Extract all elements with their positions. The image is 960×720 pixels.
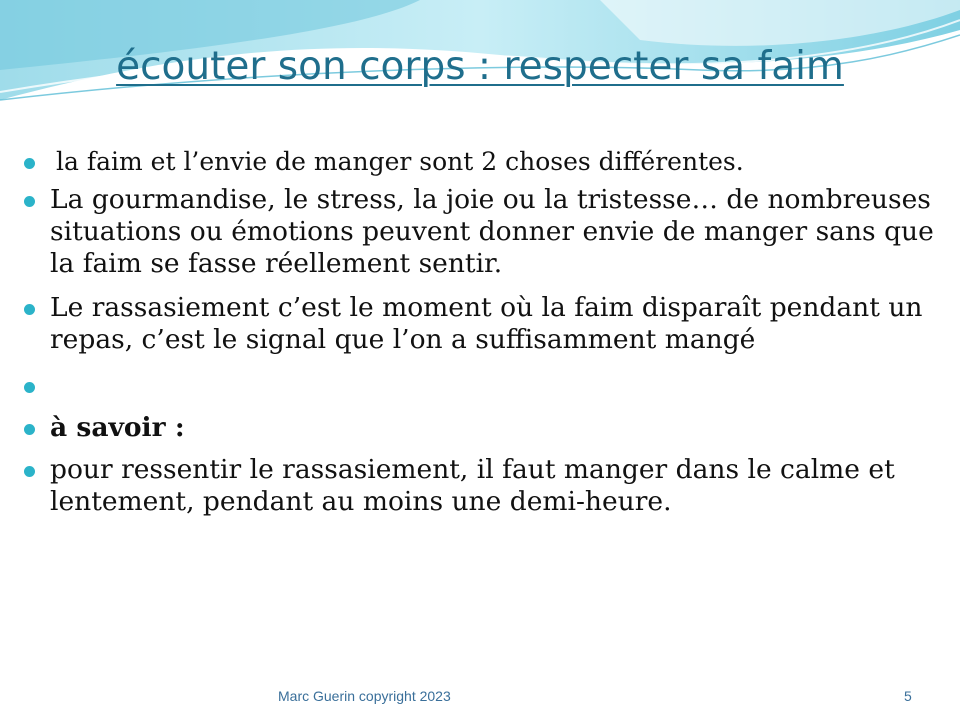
bullet-item bbox=[22, 184, 942, 280]
bullet-list bbox=[22, 146, 942, 518]
bullet-dot-icon bbox=[24, 466, 35, 477]
footer-copyright: Marc Guerin copyright 2023 bbox=[278, 688, 451, 704]
bullet-text: La gourmandise, le stress, la joie ou la tristesse… de nombreuses situations ou émotions peuvent donner envie de manger sans que la faim se fasse réellement sentir. bbox=[50, 184, 934, 279]
bullet-item bbox=[22, 146, 942, 178]
bullet-text: pour ressentir le rassasiement, il faut manger dans le calme et lentement, pendant au moins une demi-heure. bbox=[50, 454, 895, 517]
bullet-text: Le rassasiement c’est le moment où la faim disparaît pendant un repas, c’est le signal que l’on a suffisamment mangé bbox=[50, 292, 923, 355]
slide-title: écouter son corps : respecter sa faim bbox=[116, 44, 844, 89]
bullet-dot-icon bbox=[24, 196, 35, 207]
bullet-text: la faim et l’envie de manger sont 2 choses différentes. bbox=[56, 147, 744, 176]
bullet-dot-icon bbox=[24, 304, 35, 315]
bullet-item bbox=[22, 454, 942, 518]
bullet-item bbox=[22, 292, 942, 356]
bullet-dot-icon bbox=[24, 424, 35, 435]
bullet-dot-icon bbox=[24, 158, 35, 169]
bullet-item bbox=[22, 412, 942, 444]
bullet-text: à savoir : bbox=[50, 412, 185, 443]
page-number: 5 bbox=[904, 688, 912, 704]
bullet-dot-icon bbox=[24, 382, 35, 393]
bullet-item-empty bbox=[22, 370, 942, 402]
